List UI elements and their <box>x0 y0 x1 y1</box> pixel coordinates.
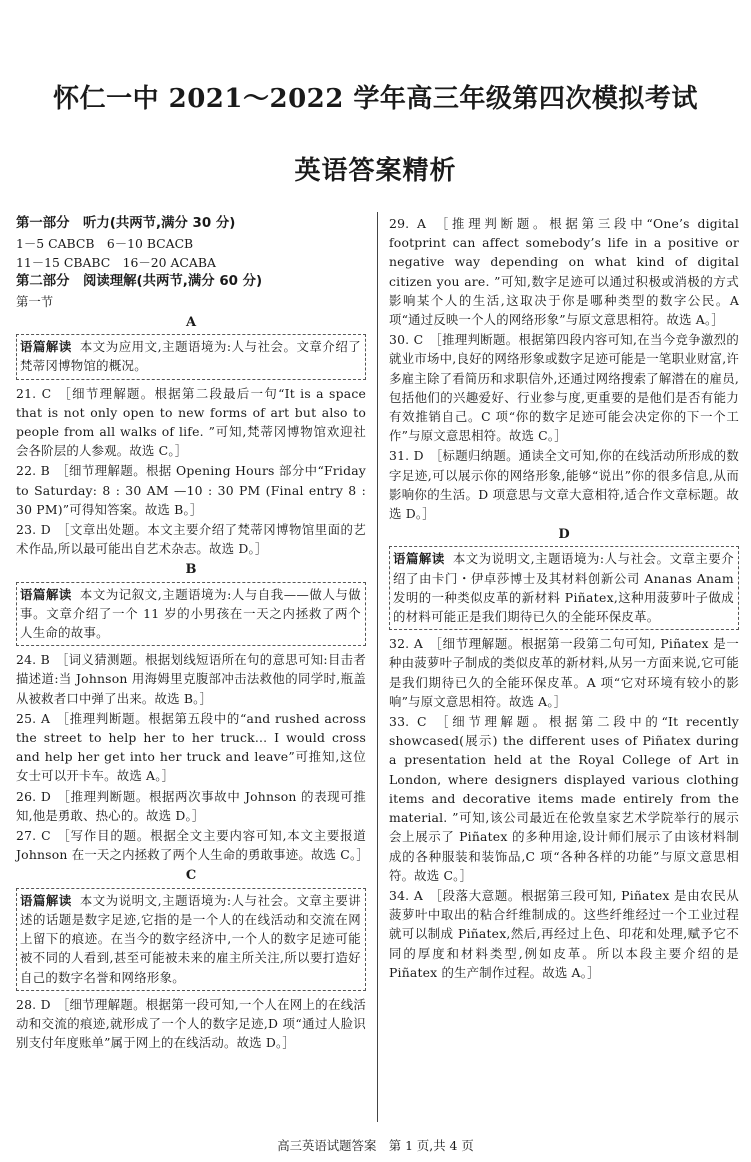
part2-heading: 第二部分 阅读理解(共两节,满分 60 分) <box>16 274 263 289</box>
answer-item <box>16 826 369 864</box>
answer-explanation: ［标题归纳题。通读全文可知,你的在线活动所形成的数字足迹,可以展示你的网络形象,能够“说出”你的很多信息,从而影响你的生活。D 项意思与文章大意相符,适合作文章标题。故选 D。］ <box>389 448 739 522</box>
answer-number: 25. A <box>16 710 51 726</box>
summary-label: 语篇解读 <box>393 551 445 567</box>
summary-text: 本文为记叙文,主题语境为:人与自我——做人与做事。文章介绍了一个 11 岁的小男孩在一天之内拯救了两个人生命的故事。 <box>20 586 361 641</box>
answer-number: 34. A <box>389 887 424 903</box>
answer-item <box>389 634 739 711</box>
answer-item <box>16 650 366 708</box>
summary-label: 语篇解读 <box>20 339 72 355</box>
left-column <box>16 214 369 1053</box>
answer-explanation: ［细节理解题。根据第一段可知,一个人在网上的在线活动和交流的痕迹,就形成了一个人的数字足迹,D 项“通过人脸识别支付年度账单”属于网上的在线活动。故选 D。］ <box>16 996 366 1051</box>
answer-explanation: ［推理判断题。根据第三段中“One’s digital footprint can affect somebody’s life in a positive or negative way depending on what kind of digital citizen you are. ”可知,数字足迹可以通过积极或消极的方式影响某个人的生活,这取决于你是哪种类型的数字公民。A 项“通过反映一个人的网络形象”与原文意思相符。故选 A。］ <box>389 216 739 328</box>
answer-number: 33. C <box>389 714 427 730</box>
passage-a-letter: A <box>185 315 197 330</box>
answer-number: 22. B <box>16 463 50 479</box>
passage-c-summary <box>16 888 366 991</box>
answer-item <box>389 712 739 885</box>
passage-d-letter: D <box>558 527 570 543</box>
passage-c-letter: C <box>185 868 197 884</box>
listening-answers-1: 1－5 CABCB 6－10 BCACB <box>16 236 194 251</box>
listening-answers-2: 11－15 CBABC 16－20 ACABA <box>16 255 216 270</box>
column-divider <box>377 212 378 1122</box>
answer-item <box>16 461 366 519</box>
answer-number: 26. D <box>16 788 52 804</box>
page-subtitle: 英语答案精析 <box>294 156 457 186</box>
summary-text: 本文为应用文,主题语境为:人与社会。文章介绍了梵蒂冈博物馆的概况。 <box>20 339 361 374</box>
answer-explanation: ［细节理解题。根据第二段中的“It recently showcased(展示) the different uses of Piñatex during a presentation held at the Royal College of Art in London, where designers displayed various clothing items and decorative items made entirely from the material. ”可知,该公司最近在伦敦皇家艺术学院举行的展示会上展示了 Piñatex 的多种用途,设计师们展示了由该材料制成的各种服装和装饰品,C 项“各种各样的功能”与原文意思相符。故选 C。］ <box>389 714 740 883</box>
answer-explanation: ［文章出处题。本文主要介绍了梵蒂冈博物馆里面的艺术作品,所以最可能出自艺术杂志。故选 D。］ <box>16 522 366 557</box>
answer-number: 21. C <box>16 385 52 401</box>
answer-explanation: ［细节理解题。根据 Opening Hours 部分中“Friday to Saturday: 8 : 30 AM —10 : 30 PM (Final entry 8 : 30 PM)”可得知答案。故选 B。］ <box>16 463 367 517</box>
answer-item <box>389 330 739 445</box>
answer-item <box>16 787 366 825</box>
answer-number: 30. C <box>389 332 424 348</box>
answer-number: 29. A <box>389 216 427 231</box>
answer-explanation: ［细节理解题。根据第二段最后一句“It is a space that is not only open to new forms of art but also to people from all walks of life. ”可知,梵蒂冈博物馆欢迎社会各阶层的人参观。故选 C。］ <box>16 385 366 459</box>
passage-b-letter: B <box>185 562 197 578</box>
answer-explanation: ［写作目的题。根据全文主要内容可知,本文主要报道 Johnson 在一天之内拯救了两个人生命的勇敢事迹。故选 C。］ <box>16 828 369 863</box>
answer-item <box>16 709 366 786</box>
answer-item <box>16 520 366 558</box>
summary-text: 本文为说明文,主题语境为:人与社会。文章主要讲述的话题是数字足迹,它指的是一个人的在线活动和交流在网上留下的痕迹。在当今的数字经济中,一个人的数字足迹可能被不同的人看到,甚至可能被未来的雇主所关注,所以要打造好自己的数字名誉和网络形象。 <box>20 892 361 985</box>
answer-item <box>389 886 739 982</box>
answer-explanation: ［细节理解题。根据第一段第二句可知, Piñatex 是一种由菠萝叶子制成的类似皮革的新材料,从另一方面来说,它可能是我们期待已久的全能环保皮革。A 项“它对环境有较小的影响”与原文意思相符。故选 A。］ <box>389 636 740 709</box>
answer-explanation: ［推理判断题。根据两次事故中 Johnson 的表现可推知,他是勇敢、热心的。故选 D。］ <box>16 788 367 823</box>
page-title: 怀仁一中 2021～2022 学年高三年级第四次模拟考试 <box>53 84 698 114</box>
answer-explanation: ［推理判断题。根据第四段内容可知,在当今竞争激烈的就业市场中,良好的网络形象或数字足迹可能是一笔职业财富,许多雇主除了看简历和求职信外,还通过网络搜索了解潜在的雇员,包括他们的兴趣爱好、行业参与度,更重要的是他们是否有能力有效推销自己。C 项“你的数字足迹可能会决定你的下一个工作”与原文意思相符。故选 C。］ <box>389 332 739 444</box>
section-label: 第一节 <box>16 294 54 309</box>
answer-number: 27. C <box>16 828 51 844</box>
passage-b-summary <box>16 582 366 647</box>
summary-label: 语篇解读 <box>20 586 72 602</box>
answer-number: 28. D <box>16 996 51 1012</box>
page-footer: 高三英语试题答案 第 1 页,共 4 页 <box>277 1138 474 1153</box>
answer-number: 32. A <box>389 636 424 652</box>
answer-item <box>389 446 739 523</box>
answer-number: 23. D <box>16 522 51 538</box>
answer-item <box>16 384 366 461</box>
answer-item <box>389 214 739 329</box>
part1-heading: 第一部分 听力(共两节,满分 30 分) <box>16 216 236 231</box>
answer-number: 24. B <box>16 652 50 668</box>
answer-explanation: ［词义猜测题。根据划线短语所在句的意思可知:目击者描述道:当 Johnson 用海姆里克腹部冲击法救他的同学时,瓶盖从被救者口中弹了出来。故选 B。］ <box>16 652 367 706</box>
answer-explanation: ［推理判断题。根据第五段中的“and rushed across the street to help her to her truck... I would cross and help her get into her truck and leave”可推知,这位女士可以开卡车。故选 A。］ <box>16 710 367 784</box>
passage-a-summary <box>16 334 366 379</box>
summary-text: 本文为说明文,主题语境为:人与社会。文章主要介绍了由卡门・伊卓莎博士及其材料创新公司 Ananas Anam 发明的一种类似皮革的新材料 Piñatex,这种用菠萝叶子做成的材料可能正是我们期待已久的全能环保皮革。 <box>393 551 734 625</box>
answer-number: 31. D <box>389 448 424 464</box>
answer-explanation: ［段落大意题。根据第三段可知, Piñatex 是由农民从菠萝叶中取出的粘合纤维制成的。这些纤维经过一个工业过程就可以制成 Piñatex,然后,再经过上色、印花和处理,赋予它不同的厚度和材料类型,例如皮革。所以本段主要介绍的是 Piñatex 的生产制作过程。故选 A。］ <box>389 887 740 980</box>
summary-label: 语篇解读 <box>20 892 72 908</box>
right-column <box>389 214 739 983</box>
passage-d-summary <box>389 546 739 630</box>
answer-item <box>16 995 366 1053</box>
